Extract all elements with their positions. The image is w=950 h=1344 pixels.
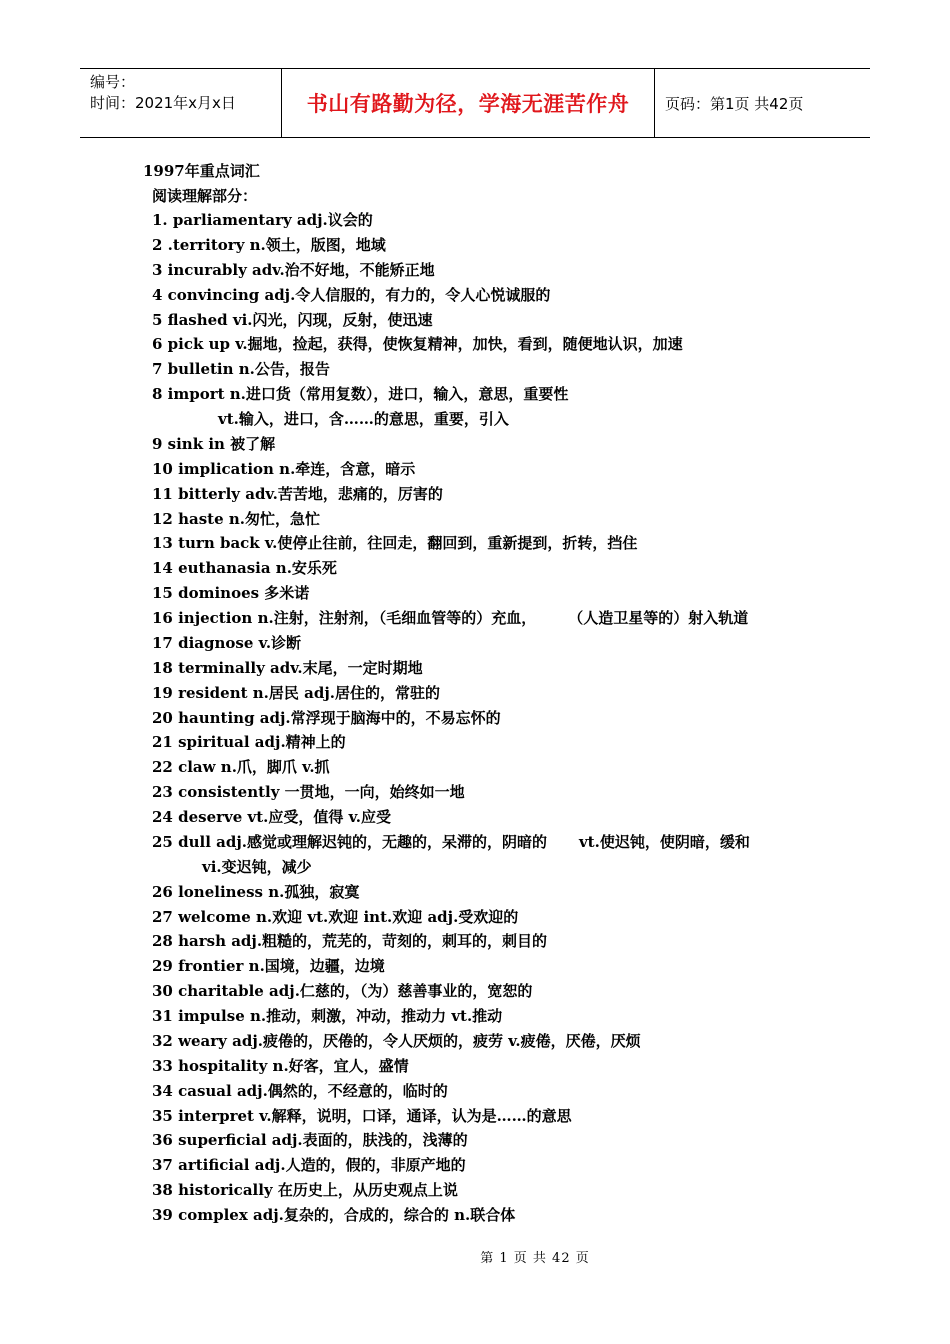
vocab-text: 7 bulletin n.公告，报告 (152, 360, 330, 379)
vocab-item (152, 1029, 750, 1054)
vocab-item (152, 531, 750, 556)
vocab-text: 22 claw n.爪，脚爪 v.抓 (152, 758, 330, 777)
vocab-item (152, 1004, 750, 1029)
time-label: 时间：2021年x月x日 (90, 94, 236, 112)
page-header (80, 68, 870, 138)
vocab-item (152, 1079, 750, 1104)
vocab-text-tail: vt.使迟钝，使阴暗，缓和 (578, 832, 750, 851)
document-title: 1997年重点词汇 (143, 162, 260, 180)
vocab-item (152, 1128, 750, 1153)
vocab-text: 9 sink in 被了解 (152, 434, 276, 453)
section-title: 阅读理解部分： (152, 187, 258, 205)
vocab-text: 15 dominoes 多米诺 (152, 584, 310, 603)
vocab-text: 12 haste n.匆忙，急忙 (152, 509, 320, 528)
vocab-text: 11 bitterly adv.苦苦地，悲痛的，厉害的 (152, 484, 443, 503)
vocab-text: 17 diagnose v.诊断 (152, 633, 302, 652)
vocab-item (152, 905, 750, 930)
vocab-text: 34 casual adj.偶然的，不经意的，临时的 (152, 1081, 448, 1100)
vocab-text: 28 harsh adj.粗糙的，荒芜的，苛刻的，刺耳的，刺目的 (152, 932, 548, 951)
vocab-item (152, 283, 750, 308)
vocab-text: 16 injection n.注射，注射剂，（毛细血管等的）充血， (152, 609, 537, 627)
vocab-text: 23 consistently 一贯地，一向，始终如一地 (152, 783, 465, 802)
vocab-text: 24 deserve vt.应受，值得 v.应受 (152, 808, 392, 826)
vocab-text: 39 complex adj.复杂的，合成的，综合的 n.联合体 (152, 1206, 516, 1224)
vocab-item (152, 208, 750, 233)
page-footer: 第 1 页 共 42 页 (480, 1251, 590, 1266)
vocab-item (152, 308, 750, 333)
vocab-item (152, 755, 750, 780)
vocab-item (152, 332, 750, 357)
vocab-item (152, 556, 750, 581)
vocab-text: 2 .territory n.领土，版图，地域 (152, 235, 386, 254)
header-motto: 书山有路勤为径，学海无涯苦作舟 (282, 69, 655, 137)
vocab-text: 4 convincing adj.令人信服的，有力的，令人心悦诚服的 (152, 285, 551, 304)
vocab-item (152, 830, 750, 880)
vocab-text: 27 welcome n.欢迎 vt.欢迎 int.欢迎 adj.受欢迎的 (152, 907, 519, 926)
vocab-item (152, 382, 750, 432)
vocab-text: 8 import n.进口货（常用复数），进口，输入，意思，重要性 (152, 385, 569, 404)
vocab-item (152, 929, 750, 954)
vocab-text: 18 terminally adv.末尾，一定时期地 (152, 658, 423, 677)
vocab-continuation: vi.变迟钝，减少 (202, 857, 312, 876)
vocab-text: 30 charitable adj.仁慈的，（为）慈善事业的，宽恕的 (152, 982, 533, 1001)
vocab-text: 5 flashed vi.闪光，闪现，反射，使迅速 (152, 310, 433, 329)
vocab-text-tail: （人造卫星等的）射入轨道 (568, 609, 749, 627)
vocab-item (152, 1178, 750, 1203)
vocab-item (152, 706, 750, 731)
vocab-list (152, 208, 750, 1228)
number-label: 编号： (90, 73, 136, 91)
vocab-item (152, 631, 750, 656)
vocab-text: 37 artificial adj.人造的，假的，非原产地的 (152, 1156, 466, 1175)
vocab-item (152, 258, 750, 283)
vocab-text: 14 euthanasia n.安乐死 (152, 559, 337, 578)
vocab-item (152, 1203, 750, 1228)
vocab-item (152, 1104, 750, 1129)
vocab-text: 26 loneliness n.孤独，寂寞 (152, 882, 360, 901)
vocab-text: 36 superficial adj.表面的，肤浅的，浅薄的 (152, 1131, 468, 1150)
vocab-text: 35 interpret v.解释，说明，口译，通译，认为是……的意思 (152, 1106, 572, 1125)
vocab-item (152, 979, 750, 1004)
vocab-item (152, 805, 750, 830)
vocab-item (152, 482, 750, 507)
vocab-item (152, 357, 750, 382)
vocab-item (152, 233, 750, 258)
vocab-item (152, 681, 750, 706)
vocab-item (152, 954, 750, 979)
vocab-item (152, 780, 750, 805)
vocab-text: 6 pick up v.掘地，捡起，获得，使恢复精神，加快，看到，随便地认识，加速 (152, 335, 683, 354)
vocab-continuation: vt.输入，进口，含……的意思，重要，引入 (218, 410, 509, 428)
vocab-item (152, 432, 750, 457)
vocab-item (152, 457, 750, 482)
vocab-text: 38 historically 在历史上，从历史观点上说 (152, 1181, 458, 1200)
vocab-text: 13 turn back v.使停止往前，往回走，翻回到，重新提到，折转，挡住 (152, 534, 638, 553)
vocab-item (152, 1153, 750, 1178)
vocab-text: 10 implication n.牵连，含意，暗示 (152, 459, 416, 478)
vocab-item (152, 880, 750, 905)
vocab-text: 1. parliamentary adj.议会的 (152, 211, 373, 229)
vocab-text: 25 dull adj.感觉或理解迟钝的，无趣的，呆滞的，阴暗的 (152, 832, 547, 851)
vocab-text: 20 haunting adj.常浮现于脑海中的，不易忘怀的 (152, 708, 501, 727)
vocab-text: 21 spiritual adj.精神上的 (152, 733, 346, 752)
vocab-text: 29 frontier n.国境，边疆，边境 (152, 957, 385, 976)
vocab-text: 19 resident n.居民 adj.居住的，常驻的 (152, 683, 440, 702)
vocab-item (152, 730, 750, 755)
vocab-item (152, 656, 750, 681)
vocab-item (152, 606, 750, 631)
vocab-text: 32 weary adj.疲倦的，厌倦的，令人厌烦的，疲劳 v.疲倦，厌倦，厌烦 (152, 1031, 641, 1050)
vocab-item (152, 507, 750, 532)
header-meta (80, 69, 282, 137)
vocab-text: 33 hospitality n.好客，宜人，盛情 (152, 1056, 409, 1075)
vocab-text: 3 incurably adv.治不好地，不能矫正地 (152, 260, 435, 279)
vocab-item (152, 1054, 750, 1079)
vocab-text: 31 impulse n.推动，刺激，冲动，推动力 vt.推动 (152, 1007, 503, 1025)
header-page-info: 页码：第1页 共42页 (665, 94, 804, 113)
vocab-item (152, 581, 750, 606)
